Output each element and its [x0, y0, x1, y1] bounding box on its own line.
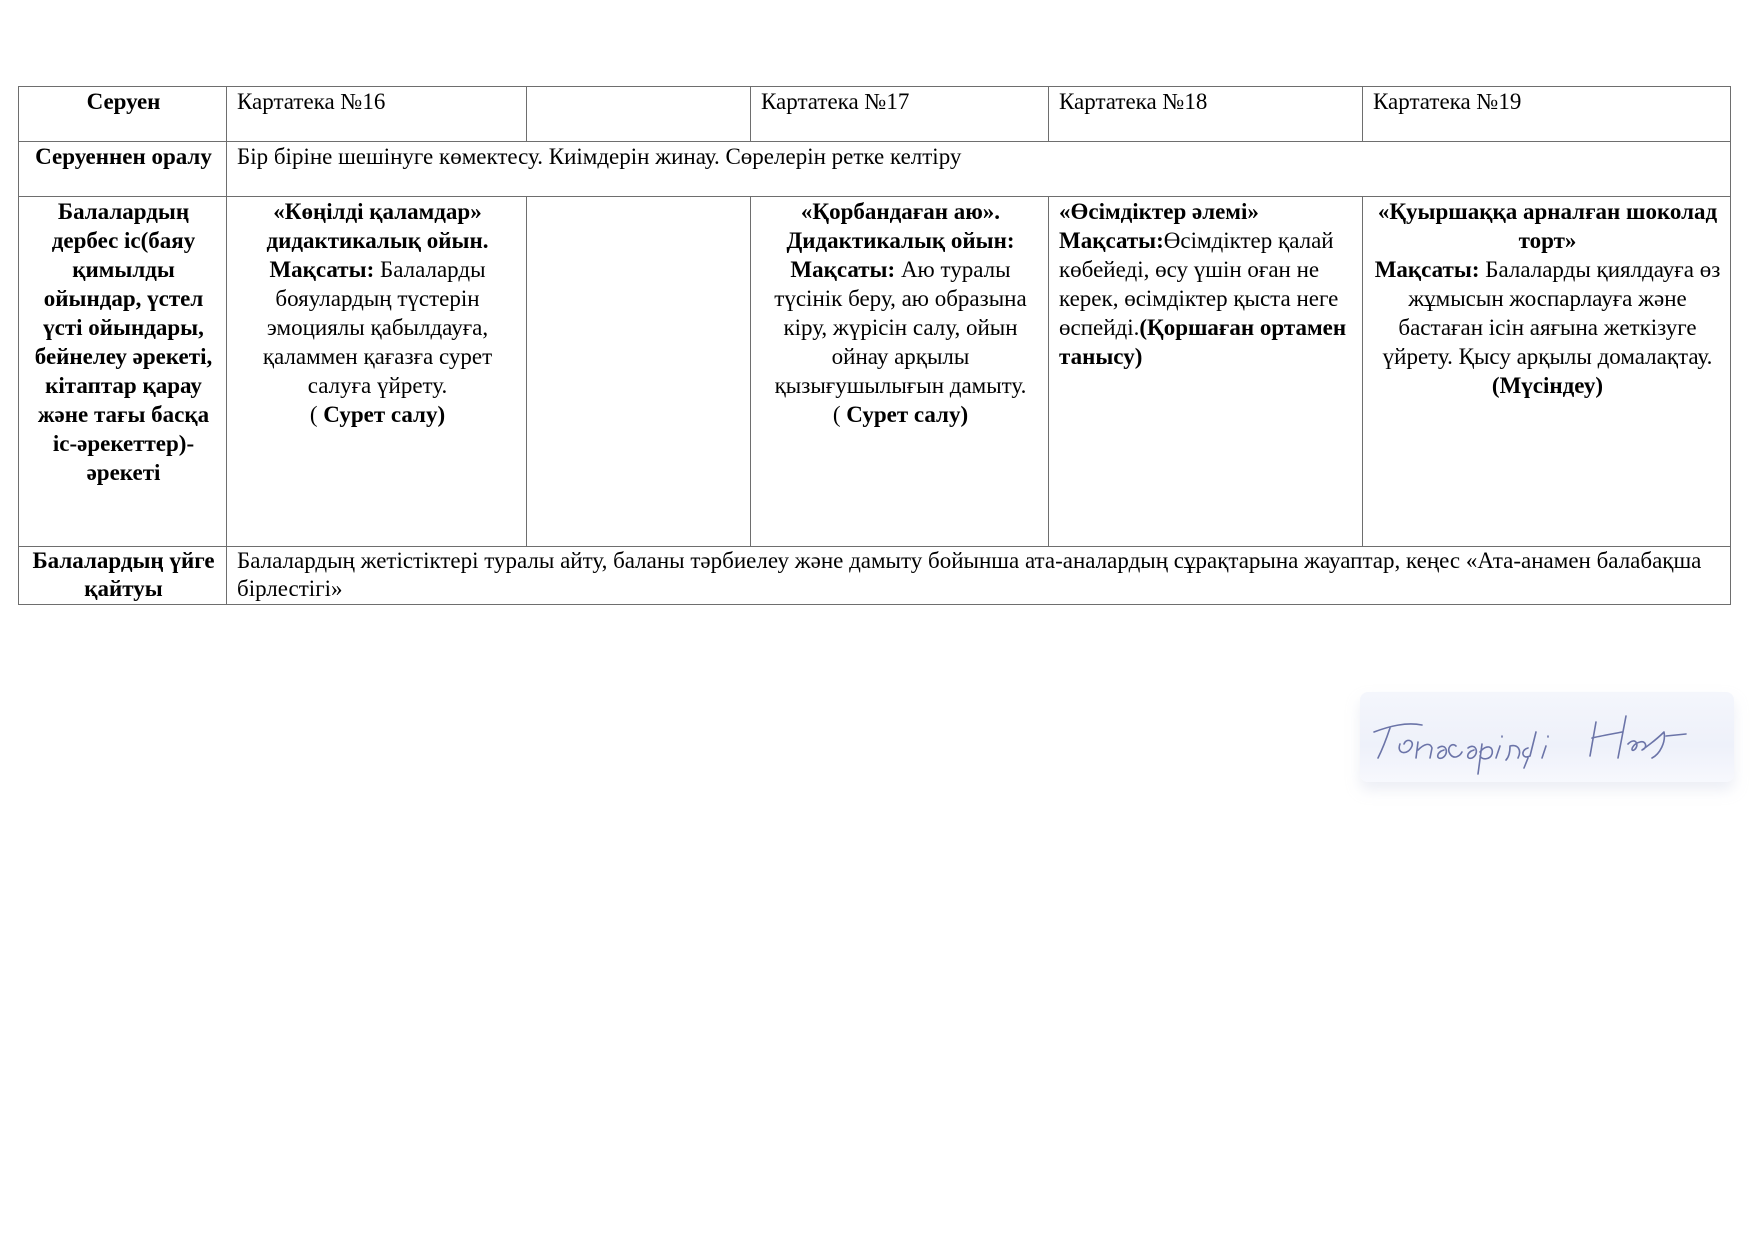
table-row-return: [19, 142, 1731, 197]
activity-title: «Қуыршаққа арналған шоколад торт»: [1377, 199, 1718, 253]
goal-text: Өсімдіктер қалай көбейеді, өсу үшін оған не керек, өсімдіктер қыста неге өспейді.: [1059, 228, 1339, 340]
activity-cell-1: [227, 197, 527, 547]
walk-cell-5: Картатека №19: [1363, 87, 1731, 142]
goal-text: Аю туралы түсінік беру, аю образына кіру, жүрісін салу, ойын ойнау арқылы қызығушылығын дамыту.: [774, 257, 1027, 398]
goal-label: Мақсаты:: [269, 257, 380, 282]
subject-label: (Қоршаған ортамен танысу): [1059, 315, 1347, 369]
table-row-independent: [19, 197, 1731, 547]
table-row-home: [19, 547, 1731, 605]
activity-cell-5: [1363, 197, 1731, 547]
handwritten-signature-icon: [1360, 692, 1734, 782]
goal-text: Балаларды қиялдауға өз жұмысын жоспарлауға және бастаған ісін аяғына жеткізуге үйрету. Қысу арқылы домалақтау.: [1382, 257, 1721, 369]
activity-title: «Қорбандаған аю». Дидактикалық ойын:: [786, 199, 1015, 253]
table-row-walk: [19, 87, 1731, 142]
walk-cell-1: Картатека №16: [227, 87, 527, 142]
daily-plan-table: [18, 86, 1731, 605]
goal-label: Мақсаты:: [1374, 257, 1480, 282]
subject-open: (: [309, 402, 324, 427]
subject-label: Сурет салу): [846, 402, 969, 427]
row-label-return: Серуеннен оралу: [19, 142, 227, 197]
home-text: Балалардың жетістіктері туралы айту, баланы тәрбиелеу және дамыту бойынша ата-аналардың сұрақтарына жауаптар, кеңес «Ата-анамен балабақша бірлестігі»: [227, 547, 1731, 605]
subject-label: Сурет салу): [323, 402, 446, 427]
walk-cell-3: Картатека №17: [751, 87, 1049, 142]
return-text: Бір біріне шешінуге көмектесу. Киімдерін жинау. Сөрелерін ретке келтіру: [227, 142, 1731, 197]
row-label-home: Балалардың үйге қайтуы: [19, 547, 227, 605]
goal-label: Мақсаты:: [1059, 228, 1164, 253]
walk-cell-4: Картатека №18: [1049, 87, 1363, 142]
activity-title: «Өсімдіктер әлемі»: [1059, 199, 1259, 224]
row-label-walk: Серуен: [19, 87, 227, 142]
activity-title: «Көңілді қаламдар» дидактикалық ойын.: [266, 199, 489, 253]
activity-cell-2: [527, 197, 751, 547]
activity-cell-4: [1049, 197, 1363, 547]
goal-label: Мақсаты:: [790, 257, 896, 282]
walk-cell-2: [527, 87, 751, 142]
subject-open: (: [832, 402, 847, 427]
subject-label: (Мүсіндеу): [1491, 373, 1604, 398]
checked-stamp: [1360, 692, 1734, 782]
activity-cell-3: [751, 197, 1049, 547]
goal-text: Балаларды бояулардың түстерін эмоциялы қабылдауға, қаламмен қағазға сурет салуға үйрету.: [262, 257, 493, 398]
row-label-independent: Балалардың дербес іс(баяу қимылды ойындар, үстел үсті ойындары, бейнелеу әрекеті, кітаптар қарау және тағы басқа іс-әрекеттер)-әрекеті: [19, 197, 227, 547]
